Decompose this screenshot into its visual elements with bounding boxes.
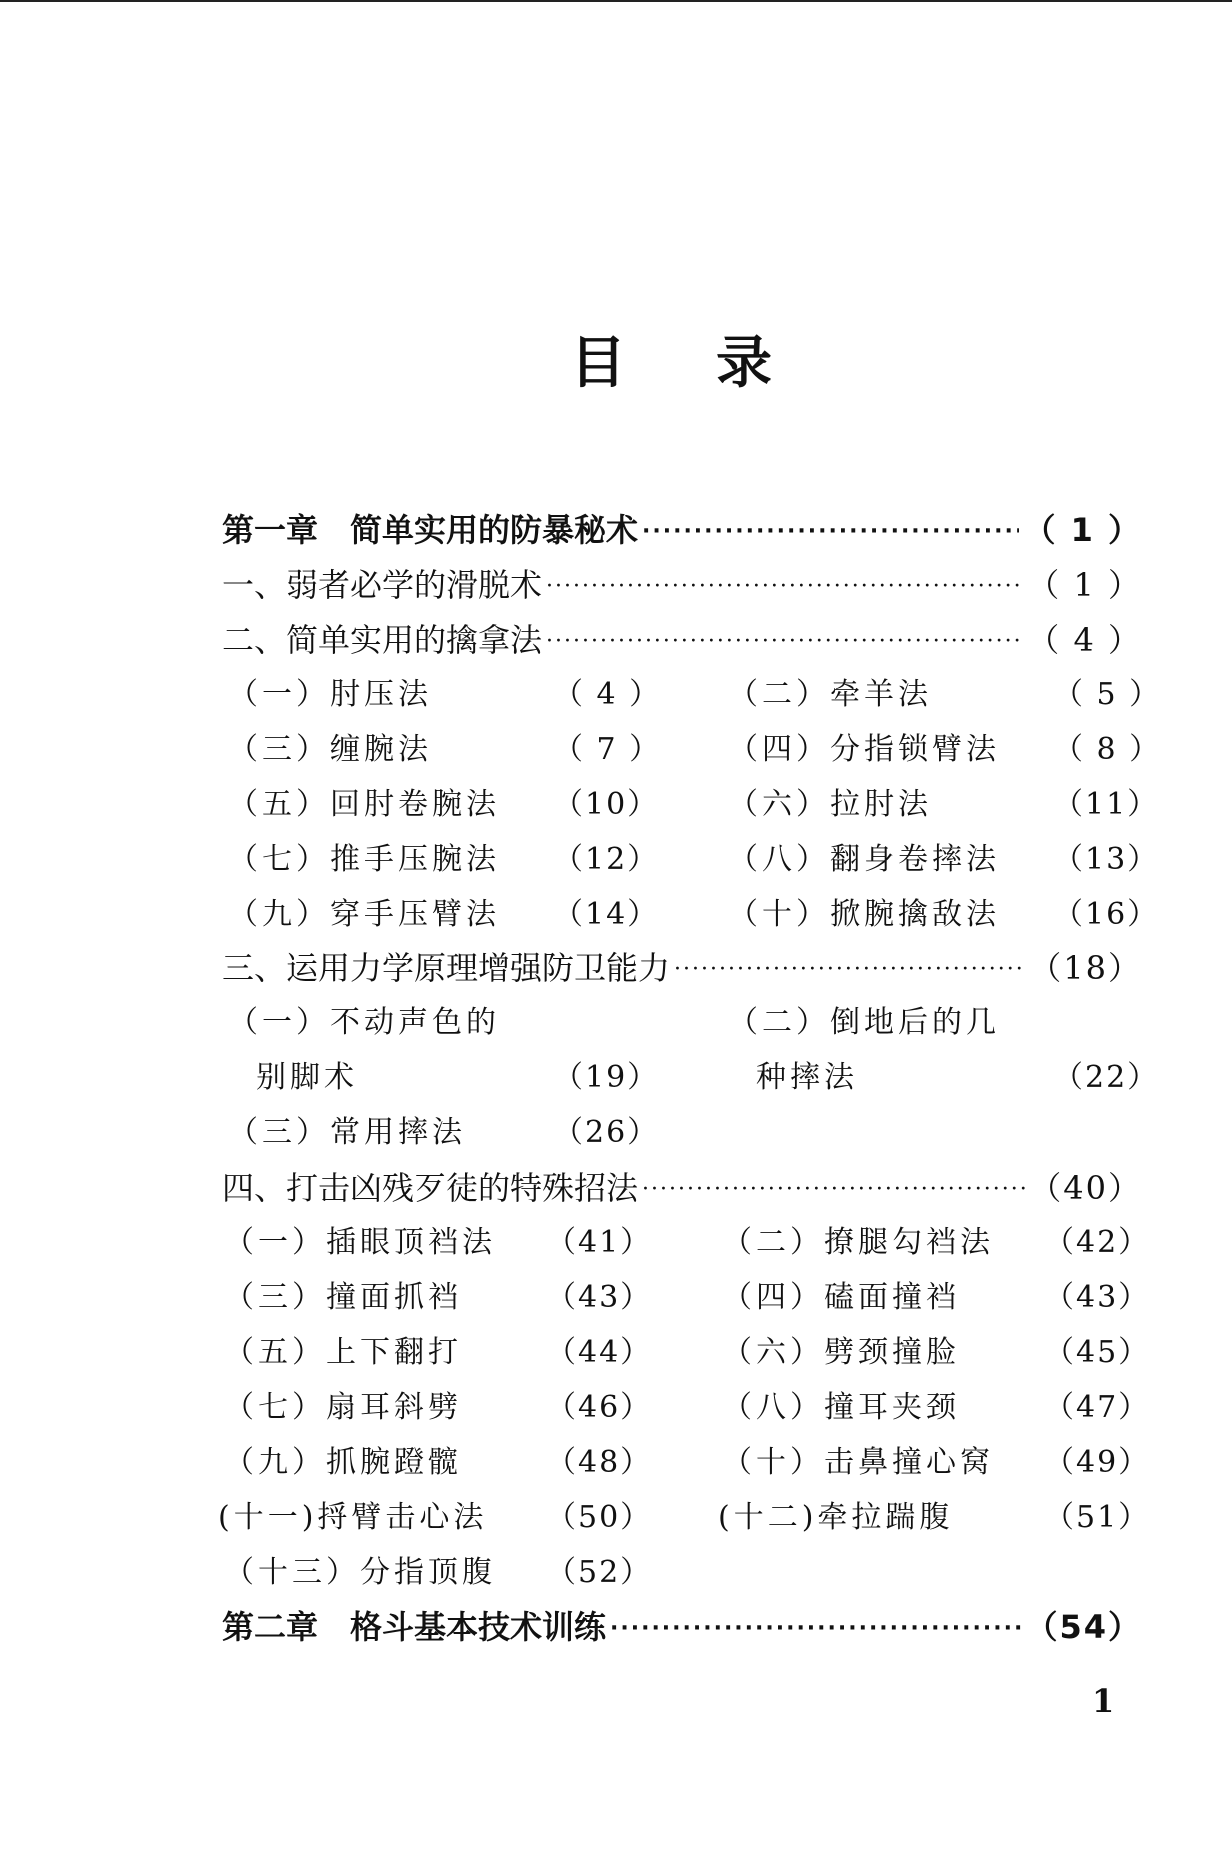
subitem-label: （一）肘压法 xyxy=(228,677,432,712)
leader-dots xyxy=(642,1165,1025,1211)
toc-line-page: （18） xyxy=(1029,949,1142,987)
subitem-page: （45） xyxy=(1044,1335,1151,1370)
subitem-page: （43） xyxy=(1044,1280,1151,1315)
toc-line-text: 第一章 简单实用的防暴秘术 xyxy=(222,511,639,549)
subitem-label: （二）倒地后的几 xyxy=(728,1005,1000,1040)
subitem-label: （三）缠腕法 xyxy=(228,732,432,767)
toc-line-page: （ 1 ） xyxy=(1023,511,1142,549)
title-left: 目 xyxy=(570,330,626,396)
title-right: 录 xyxy=(716,330,772,396)
subitem-page: （22） xyxy=(1053,1060,1160,1095)
subitem-label: （七）扇耳斜劈 xyxy=(224,1390,462,1425)
subitem-page: （16） xyxy=(1053,897,1160,932)
subitem-label: （七）推手压腕法 xyxy=(228,842,500,877)
subitem-page: （11） xyxy=(1053,787,1160,822)
subitem-page: （ 8 ） xyxy=(1053,732,1162,767)
toc-line-section-4[interactable] xyxy=(222,1165,1142,1211)
subitem-label: （十三）分指顶腹 xyxy=(224,1555,496,1590)
subitem-page: （ 5 ） xyxy=(1053,677,1162,712)
subitem-label: （十）击鼻撞心窝 xyxy=(722,1445,994,1480)
subitem-page: （49） xyxy=(1044,1445,1151,1480)
toc-line-page: （ 4 ） xyxy=(1027,621,1142,659)
leader-dots xyxy=(546,562,1023,608)
subitem-label: （九）抓腕蹬髋 xyxy=(224,1445,462,1480)
toc-line-section-3[interactable] xyxy=(222,945,1142,991)
toc-line-text: 二、简单实用的擒拿法 xyxy=(222,621,543,659)
leader-dots xyxy=(610,1604,1021,1650)
subitem-page: （ 7 ） xyxy=(553,732,662,767)
leader-dots xyxy=(674,945,1025,991)
subitem-page: （14） xyxy=(553,897,660,932)
toc-line-text: 第二章 格斗基本技术训练 xyxy=(222,1608,607,1646)
subitem-label: 种摔法 xyxy=(756,1060,858,1095)
subitem-label: （二）牵羊法 xyxy=(728,677,932,712)
top-border xyxy=(0,0,1232,2)
toc-line-page: （54） xyxy=(1025,1608,1142,1646)
subitem-label: （五）上下翻打 xyxy=(224,1335,462,1370)
subitem-page: （47） xyxy=(1044,1390,1151,1425)
subitem-label: （一）插眼顶裆法 xyxy=(224,1225,496,1260)
subitem-page: （41） xyxy=(546,1225,653,1260)
subitem-label: （八）撞耳夹颈 xyxy=(722,1390,960,1425)
subitem-page: （52） xyxy=(546,1555,653,1590)
subitem-label: (十一)捋臂击心法 xyxy=(218,1500,488,1535)
subitem-label: （八）翻身卷摔法 xyxy=(728,842,1000,877)
subitem-label: （三）常用摔法 xyxy=(228,1115,466,1150)
leader-dots xyxy=(546,617,1023,663)
subitem-page: （51） xyxy=(1044,1500,1151,1535)
subitem-page: （12） xyxy=(553,842,660,877)
page-title xyxy=(570,330,772,396)
toc-line-chapter-1[interactable] xyxy=(222,507,1142,553)
subitem-label: （三）撞面抓裆 xyxy=(224,1280,462,1315)
toc-line-page: （40） xyxy=(1029,1169,1142,1207)
subitem-page: （50） xyxy=(546,1500,653,1535)
subitem-page: （46） xyxy=(546,1390,653,1425)
toc-line-section-1[interactable] xyxy=(222,562,1142,608)
toc-line-chapter-2[interactable] xyxy=(222,1604,1142,1650)
toc-line-section-2[interactable] xyxy=(222,617,1142,663)
subitem-label: （九）穿手压臂法 xyxy=(228,897,500,932)
subitem-label: （六）拉肘法 xyxy=(728,787,932,822)
subitem-page: （43） xyxy=(546,1280,653,1315)
subitem-label: （四）磕面撞裆 xyxy=(722,1280,960,1315)
subitem-page: （26） xyxy=(553,1115,660,1150)
subitem-label: 别脚术 xyxy=(256,1060,358,1095)
subitem-label: （四）分指锁臂法 xyxy=(728,732,1000,767)
subitem-page: （10） xyxy=(553,787,660,822)
subitem-label: （十）掀腕擒敌法 xyxy=(728,897,1000,932)
toc-line-page: （ 1 ） xyxy=(1027,566,1142,604)
subitem-label: （五）回肘卷腕法 xyxy=(228,787,500,822)
subitem-page: （44） xyxy=(546,1335,653,1370)
page-number: 1 xyxy=(1092,1682,1115,1720)
subitem-page: （42） xyxy=(1044,1225,1151,1260)
subitem-label: （一）不动声色的 xyxy=(228,1005,500,1040)
leader-dots xyxy=(642,507,1019,553)
toc-line-text: 一、弱者必学的滑脱术 xyxy=(222,566,543,604)
subitem-page: （ 4 ） xyxy=(553,677,662,712)
subitem-label: (十二)牵拉踹腹 xyxy=(718,1500,954,1535)
subitem-label: （六）劈颈撞脸 xyxy=(722,1335,960,1370)
subitem-label: （二）撩腿勾裆法 xyxy=(722,1225,994,1260)
subitem-page: （48） xyxy=(546,1445,653,1480)
subitem-page: （13） xyxy=(1053,842,1160,877)
subitem-page: （19） xyxy=(553,1060,660,1095)
toc-line-text: 四、打击凶残歹徒的特殊招法 xyxy=(222,1169,639,1207)
toc-line-text: 三、运用力学原理增强防卫能力 xyxy=(222,949,671,987)
